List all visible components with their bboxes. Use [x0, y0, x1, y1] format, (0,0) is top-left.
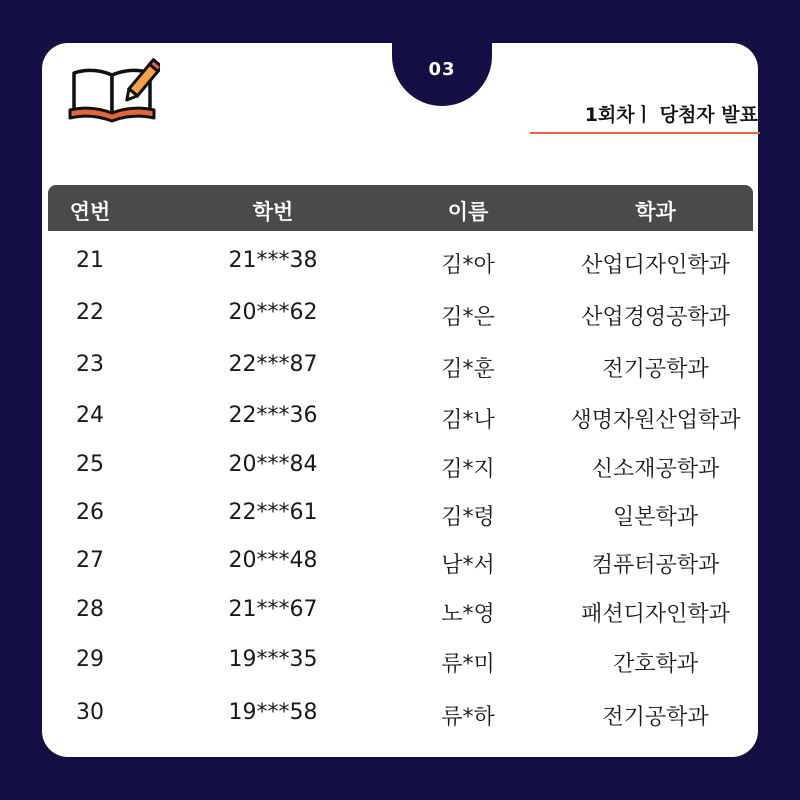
table-row: [48, 344, 753, 384]
cell-number: 23: [76, 352, 104, 377]
cell-number: 21: [76, 248, 104, 273]
cell-department: 산업경영공학과: [581, 305, 730, 330]
cell-student-id: 19***35: [228, 647, 318, 672]
cell-name: 류*하: [441, 705, 495, 730]
cell-department: 신소재공학과: [591, 457, 720, 482]
cell-student-id: 20***48: [228, 548, 318, 573]
table-row: [48, 292, 753, 332]
column-header-department: 학과: [635, 200, 676, 224]
cell-student-id: 19***58: [228, 700, 318, 725]
round-announcement-title: 1회차ㅣ 당첨자 발표: [584, 104, 758, 126]
cell-department: 생명자원산업학과: [570, 408, 741, 433]
cell-department: 전기공학과: [602, 705, 709, 730]
table-row: [48, 540, 753, 580]
cell-student-id: 20***84: [228, 452, 318, 477]
table-row: [48, 589, 753, 629]
table-row: [48, 692, 753, 732]
cell-student-id: 22***87: [228, 352, 318, 377]
title-underline: [530, 132, 760, 134]
table-row: [48, 444, 753, 484]
cell-number: 30: [76, 700, 104, 725]
cell-name: 김*은: [441, 305, 495, 330]
cell-name: 류*미: [441, 652, 495, 677]
cell-number: 22: [76, 300, 104, 325]
cell-student-id: 20***62: [228, 300, 318, 325]
cell-number: 28: [76, 597, 104, 622]
cell-name: 김*훈: [441, 357, 495, 382]
column-header-name: 이름: [447, 200, 489, 224]
cell-department: 전기공학과: [602, 357, 709, 382]
cell-student-id: 21***38: [228, 248, 318, 273]
cell-department: 컴퓨터공학과: [591, 553, 720, 578]
cell-department: 일본학과: [612, 505, 698, 530]
cell-number: 27: [76, 548, 104, 573]
table-row: [48, 240, 753, 280]
table-row: [48, 639, 753, 679]
cell-department: 산업디자인학과: [581, 253, 730, 278]
page-number-tab: [392, 23, 492, 106]
cell-department: 패션디자인학과: [581, 602, 730, 627]
column-header-student-id: 학번: [252, 200, 294, 224]
cell-number: 26: [76, 500, 104, 525]
cell-department: 간호학과: [612, 652, 698, 677]
cell-name: 노*영: [441, 602, 495, 627]
book-pencil-icon: [68, 55, 160, 125]
table-row: [48, 492, 753, 532]
cell-name: 김*나: [441, 408, 495, 433]
cell-number: 24: [76, 403, 104, 428]
cell-student-id: 22***61: [228, 500, 318, 525]
cell-number: 25: [76, 452, 104, 477]
cell-number: 29: [76, 647, 104, 672]
cell-student-id: 22***36: [228, 403, 318, 428]
column-header-number: 연번: [69, 200, 111, 224]
table-header: [48, 185, 753, 231]
table-row: [48, 395, 753, 435]
cell-name: 남*서: [441, 553, 495, 578]
cell-name: 김*지: [441, 457, 495, 482]
page-number: 03: [428, 59, 456, 80]
cell-student-id: 21***67: [228, 597, 318, 622]
cell-name: 김*령: [441, 505, 495, 530]
cell-name: 김*아: [441, 253, 495, 278]
